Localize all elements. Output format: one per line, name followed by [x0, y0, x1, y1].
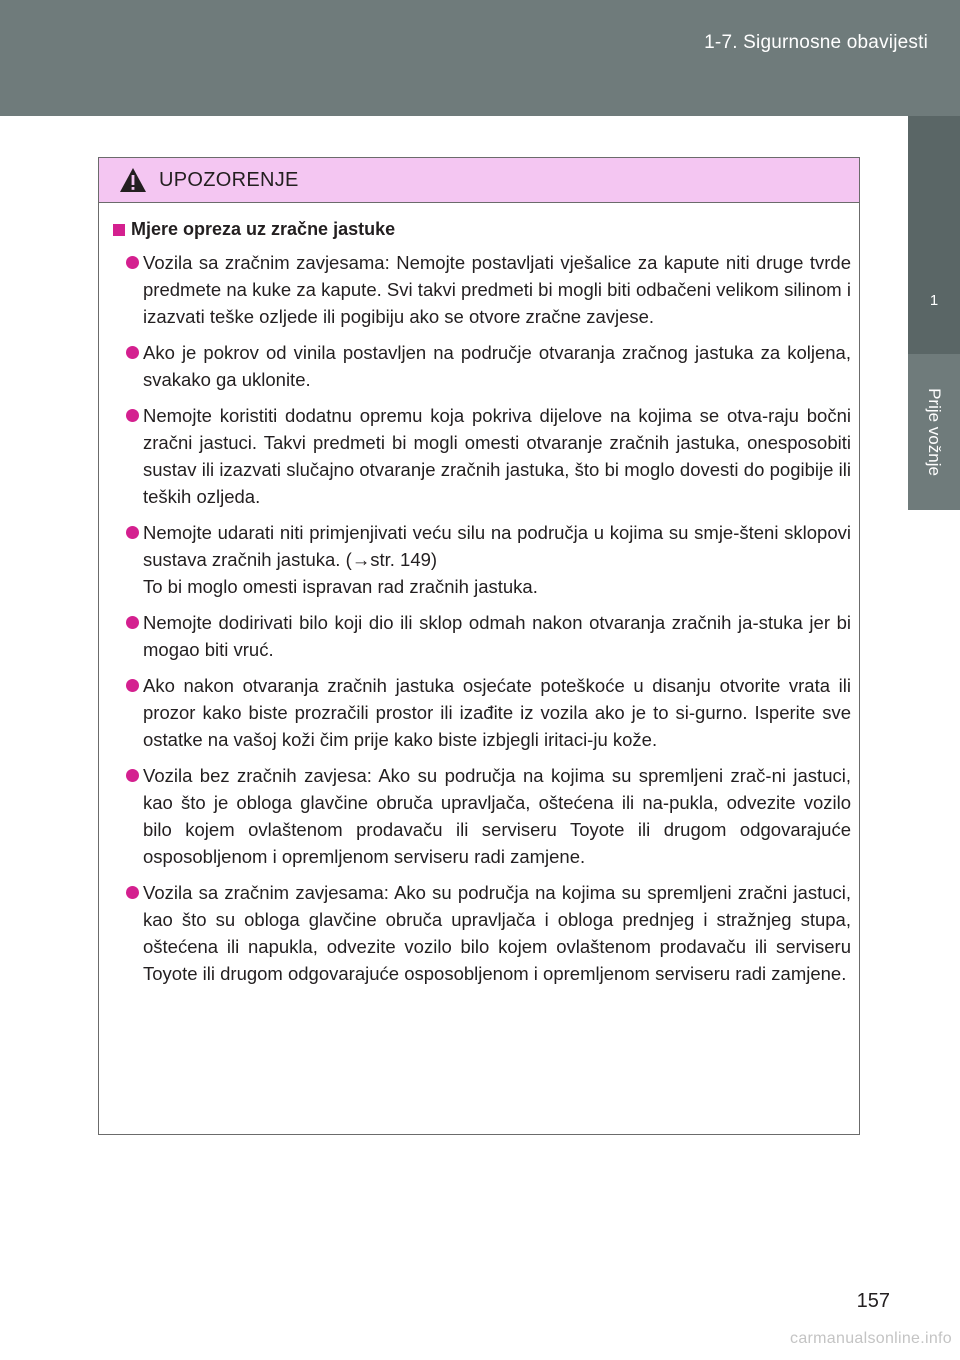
list-item: Nemojte udarati niti primjenjivati veću silu na područja u kojima su smje-šteni sklopovi sustava zračnih jastuka. (→str. 149) To bi moglo omesti ispravan rad zračnih jastuka. [113, 519, 851, 600]
warning-box [98, 157, 860, 1135]
chapter-label: Prije vožnje [925, 388, 944, 476]
chapter-number: 1 [929, 292, 939, 309]
list-item-note: To bi moglo omesti ispravan rad zračnih jastuka. [143, 576, 538, 597]
list-item: Vozila bez zračnih zavjesa: Ako su područja na kojima su spremljeni zrač-ni jastuci, kao što je obloga glavčine obruča upravljača, oštećena ili na-pukla, odvezite vozilo bilo kojem ovlaštenom prodavaču ili serviseru Toyote ili drugom odgovarajuće osposobljenom i opremljenom serviseru radi zamjene. [113, 762, 851, 870]
subsection-heading-text: Mjere opreza uz zračne jastuke [131, 219, 396, 239]
square-bullet-icon [113, 224, 125, 236]
list-item: Nemojte dodirivati bilo koji dio ili sklop odmah nakon otvaranja zračnih ja-stuka jer bi mogao biti vruć. [113, 609, 851, 663]
watermark: carmanualsonline.info [790, 1330, 952, 1347]
warning-header [99, 158, 859, 203]
warning-title: UPOZORENJE [159, 168, 299, 191]
chapter-tab [908, 116, 960, 354]
page-number: 157 [856, 1290, 890, 1312]
list-item: Ako nakon otvaranja zračnih jastuka osjećate poteškoće u disanju otvorite vrata ili prozor kako biste prozračili prostor ili izađite iz vozila ako je to si-gurno. Isperite sve ostatke na vašoj koži čim prije kako biste izbjegli iritaci-ju kože. [113, 672, 851, 753]
list-item: Nemojte koristiti dodatnu opremu koja pokriva dijelove na kojima se otva-raju bočni zračni jastuci. Takvi predmeti bi mogli omesti otvaranje zračnih jastuka, onesposobiti sustav ili izazvati slučajno otvaranje zračnih jastuka, što bi moglo dovesti do pogibije ili teških ozljeda. [113, 402, 851, 510]
list-item: Ako je pokrov od vinila postavljen na područje otvaranja zračnog jastuka za koljena, svakako ga uklonite. [113, 339, 851, 393]
warning-list [113, 249, 851, 987]
list-item: Vozila sa zračnim zavjesama: Nemojte postavljati vješalice za kapute niti druge tvrde predmete na kuke za kapute. Svi takvi predmeti bi mogli biti odbačeni velikom silinom i izazvati teške ozljede ili pogibiju ako se otvore zračne zavjese. [113, 249, 851, 330]
section-title-header: 1-7. Sigurnosne obavijesti [704, 32, 928, 53]
list-item: Vozila sa zračnim zavjesama: Ako su područja na kojima su spremljeni zračni jastuci, kao što su obloga glavčine obruča upravljača i obloga prednjeg i stražnjeg stupa, oštećena ili napukla, odvezite vozilo bilo kojem ovlaštenom prodavaču ili serviseru Toyote ili drugom odgovarajuće osposobljenom i opremljenom serviseru radi zamjene. [113, 879, 851, 987]
warning-body [99, 203, 859, 987]
header-band [0, 0, 960, 116]
warning-triangle-icon [119, 167, 147, 193]
subsection-heading [113, 219, 851, 240]
